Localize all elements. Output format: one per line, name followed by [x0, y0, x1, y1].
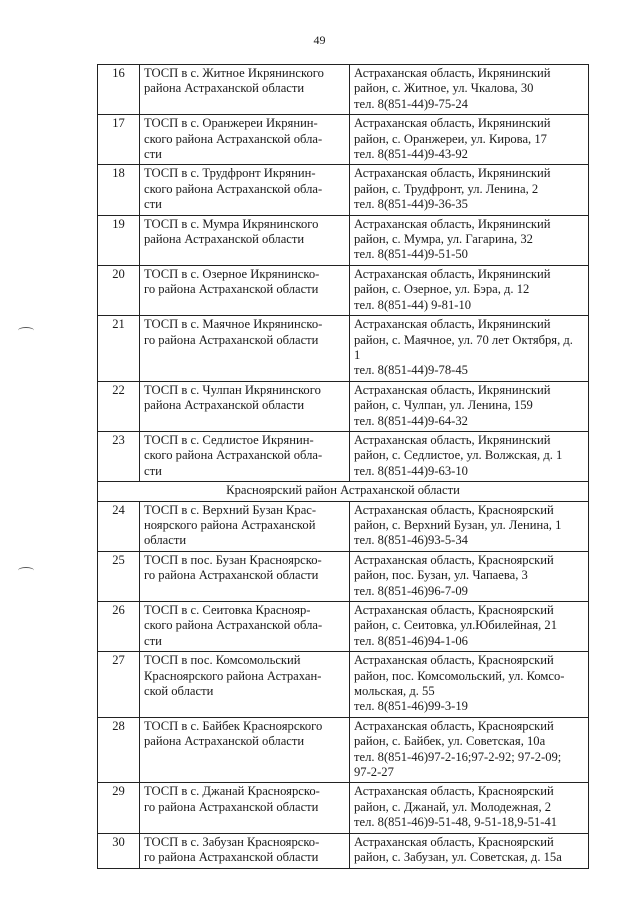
table-row	[97, 64, 589, 114]
organization-name: ТОСП в с. Оранжереи Икрянин- ского района Астраханской обла- сти	[140, 115, 350, 164]
section-header-row	[97, 481, 589, 500]
table-body-ikryaninsky	[97, 64, 589, 481]
row-number: 19	[98, 216, 140, 265]
row-number: 26	[98, 602, 140, 651]
organization-name: ТОСП в с. Чулпан Икрянинского района Астраханской области	[140, 382, 350, 431]
row-number: 25	[98, 552, 140, 601]
organization-name: ТОСП в пос. Бузан Красноярско- го района Астраханской области	[140, 552, 350, 601]
address-phone: Астраханская область, Красноярский район, пос. Бузан, ул. Чапаева, 3 тел. 8(851-46)96-7-09	[354, 552, 554, 598]
table-row	[97, 601, 589, 651]
page-number: 49	[313, 33, 326, 47]
table-row	[97, 551, 589, 601]
organization-name: ТОСП в с. Байбек Красноярского района Астраханской области	[140, 718, 350, 783]
table-row	[97, 381, 589, 431]
table-row	[97, 833, 589, 869]
row-number: 17	[98, 115, 140, 164]
section-title: Красноярский район Астраханской области	[226, 483, 460, 498]
address-phone: Астраханская область, Красноярский район, с. Байбек, ул. Советская, 10а тел. 8(851-46)97-2-16;97-2-92; 97-2-09; 97-2-27	[354, 718, 562, 780]
row-number: 23	[98, 432, 140, 481]
row-number: 28	[98, 718, 140, 783]
address-phone: Астраханская область, Икрянинский район, с. Мумра, ул. Гагарина, 32 тел. 8(851-44)9-51-50	[354, 216, 551, 262]
address-phone: Астраханская область, Красноярский район, с. Забузан, ул. Советская, д. 15а	[354, 834, 562, 865]
organization-name: ТОСП в с. Мумра Икрянинского района Астраханской области	[140, 216, 350, 265]
row-number: 30	[98, 834, 140, 868]
row-number: 18	[98, 165, 140, 214]
organization-name: ТОСП в с. Забузан Красноярско- го района Астраханской области	[140, 834, 350, 868]
address-phone: Астраханская область, Красноярский район, с. Верхний Бузан, ул. Ленина, 1 тел. 8(851-46)93-5-34	[354, 502, 562, 548]
organization-name: ТОСП в с. Житное Икрянинского района Астраханской области	[140, 65, 350, 114]
organization-name: ТОСП в с. Верхний Бузан Крас- ноярского района Астраханской области	[140, 502, 350, 551]
address-phone: Астраханская область, Красноярский район, с. Сеитовка, ул.Юбилейная, 21 тел. 8(851-46)94-1-06	[354, 603, 558, 648]
address-phone: Астраханская область, Икрянинский район, с. Житное, ул. Чкалова, 30 тел. 8(851-44)9-75-24	[354, 66, 551, 111]
row-number: 21	[98, 316, 140, 381]
contacts-table	[97, 64, 589, 869]
row-number: 24	[98, 502, 140, 551]
address-phone: Астраханская область, Красноярский район, с. Джанай, ул. Молодежная, 2 тел. 8(851-46)9-51-48, 9-51-18,9-51-41	[354, 784, 558, 830]
row-number: 20	[98, 266, 140, 315]
address-phone: Астраханская область, Икрянинский район, с. Оранжереи, ул. Кирова, 17 тел. 8(851-44)9-43-92	[354, 116, 551, 162]
table-row	[97, 501, 589, 551]
address-phone: Астраханская область, Икрянинский район, с. Маячное, ул. 70 лет Октября, д. 1 тел. 8(851-44)9-78-45	[354, 317, 573, 378]
address-phone: Астраханская область, Икрянинский район, с. Озерное, ул. Бэра, д. 12 тел. 8(851-44) 9-81-10	[354, 266, 551, 312]
organization-name: ТОСП в с. Сеитовка Краснояр- ского района Астраханской обла- сти	[140, 602, 350, 651]
table-row	[97, 215, 589, 265]
organization-name: ТОСП в с. Озерное Икрянинско- го района Астраханской области	[140, 266, 350, 315]
table-row	[97, 651, 589, 717]
row-number: 16	[98, 65, 140, 114]
row-number: 22	[98, 382, 140, 431]
table-row	[97, 164, 589, 214]
address-phone: Астраханская область, Икрянинский район, с. Седлистое, ул. Волжская, д. 1 тел. 8(851-44)9-63-10	[354, 432, 563, 478]
address-phone: Астраханская область, Красноярский район, пос. Комсомольский, ул. Комсо- мольская, д. 55 тел. 8(851-46)99-3-19	[354, 653, 565, 714]
row-number: 27	[98, 652, 140, 717]
table-row	[97, 717, 589, 783]
organization-name: ТОСП в с. Маячное Икрянинско- го района Астраханской области	[140, 316, 350, 381]
table-row	[97, 431, 589, 481]
organization-name: ТОСП в с. Джанай Красноярско- го района Астраханской области	[140, 783, 350, 832]
address-phone: Астраханская область, Икрянинский район, с. Трудфронт, ул. Ленина, 2 тел. 8(851-44)9-36-35	[354, 166, 551, 212]
table-row	[97, 315, 589, 381]
table-row	[97, 265, 589, 315]
organization-name: ТОСП в с. Трудфронт Икрянин- ского района Астраханской обла- сти	[140, 165, 350, 214]
organization-name: ТОСП в с. Седлистое Икрянин- ского района Астраханской обла- сти	[140, 432, 350, 481]
table-body-krasnoyarsky	[97, 501, 589, 869]
table-row	[97, 114, 589, 164]
organization-name: ТОСП в пос. Комсомольский Красноярского района Астрахан- ской области	[140, 652, 350, 717]
table-row	[97, 782, 589, 832]
row-number: 29	[98, 783, 140, 832]
address-phone: Астраханская область, Икрянинский район, с. Чулпан, ул. Ленина, 159 тел. 8(851-44)9-64-32	[354, 382, 551, 428]
margin-mark	[18, 327, 34, 334]
margin-mark	[18, 567, 34, 574]
